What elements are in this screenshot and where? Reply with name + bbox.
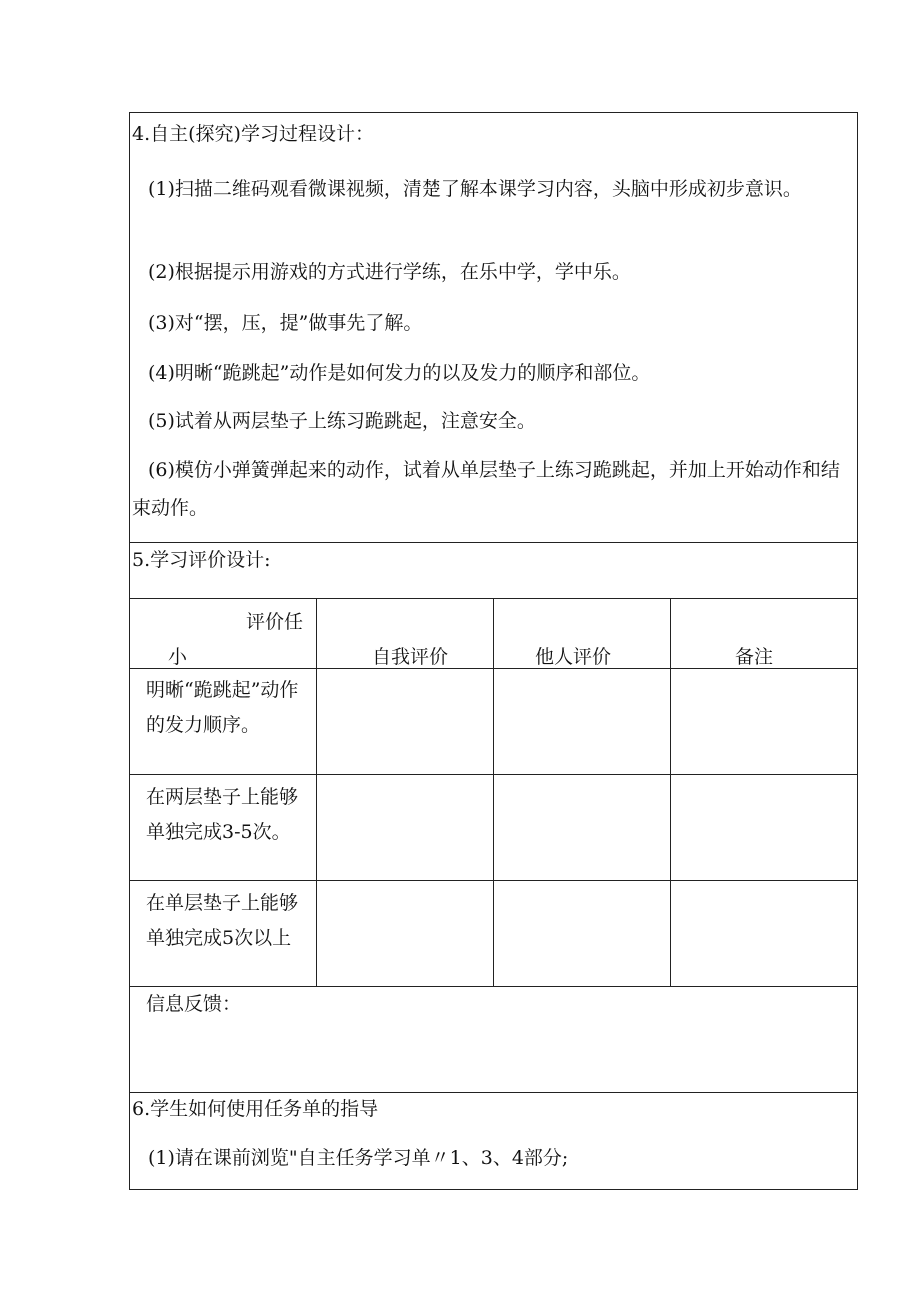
table-header-peer-eval: 他人评价 xyxy=(535,646,612,668)
table-row-3-task: 在单层垫子上能够单独完成5次以上 xyxy=(146,892,299,949)
table-row-2-task: 在两层垫子上能够单独完成3-5次。 xyxy=(146,786,299,843)
section4-item-6: (6)模仿小弹簧弹起来的动作，试着从单层垫子上练习跪跳起，并加上开始动作和结束动作。 xyxy=(132,459,840,519)
divider-section6 xyxy=(129,1092,858,1093)
table-row3-bottom xyxy=(129,986,858,987)
section5-heading: 5.学习评价设计: xyxy=(132,549,271,571)
section4-item-2: (2)根据提示用游戏的方式进行学练，在乐中学，学中乐。 xyxy=(148,261,631,283)
section4-heading: 4.自主(探究)学习过程设计： xyxy=(132,123,374,145)
section4-item-5: (5)试着从两层垫子上练习跪跳起，注意安全。 xyxy=(148,410,536,432)
table-col-divider-1 xyxy=(316,598,317,986)
table-header-task-line2: 小 xyxy=(168,646,188,668)
section4-item-4: (4)明晰“跪跳起”动作是如何发力的以及发力的顺序和部位。 xyxy=(148,362,651,384)
table-row-1-task: 明晰“跪跳起”动作的发力顺序。 xyxy=(146,679,299,736)
divider-section5 xyxy=(129,542,858,543)
table-col-divider-3 xyxy=(670,598,671,986)
section6-item-1: (1)请在课前浏览"自主任务学习单〃1、3、4部分; xyxy=(148,1147,569,1169)
section4-item-1: (1)扫描二维码观看微课视频，清楚了解本课学习内容，头脑中形成初步意识。 xyxy=(148,178,802,200)
section6-heading: 6.学生如何使用任务单的指导 xyxy=(132,1098,379,1120)
table-header-task-line1: 评价任 xyxy=(246,611,304,633)
table-header-self-eval: 自我评价 xyxy=(372,646,449,668)
table-header-notes: 备注 xyxy=(735,646,774,668)
feedback-label: 信息反馈： xyxy=(146,993,242,1015)
table-col-divider-2 xyxy=(493,598,494,986)
section4-item-3: (3)对“摆，压，提”做事先了解。 xyxy=(148,312,423,334)
